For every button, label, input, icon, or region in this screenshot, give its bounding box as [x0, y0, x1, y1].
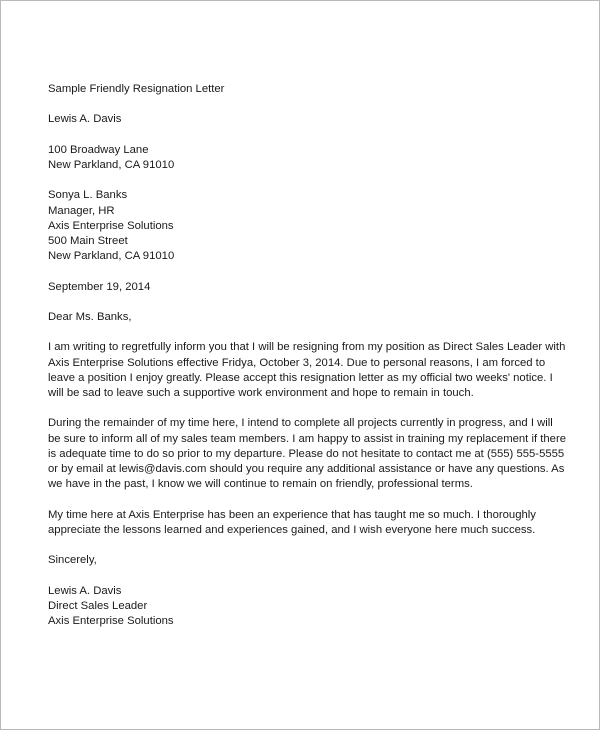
signature-name: Lewis A. Davis — [48, 584, 122, 597]
signature-block — [48, 584, 568, 630]
body-paragraph: During the remainder of my time here, I intend to complete all projects currently in progress, and I will be sure to inform all of my sales team members. I am happy to assist in training my replacement if there is adequate time to do so prior to my departure. Please do not hesitate to contact me at (555) 555-5555 or by email at lewis@davis.com should you require any additional assistance or have any questions. As we have in the past, I know we will continue to remain on friendly, professional terms. — [48, 417, 566, 491]
recipient-street: 500 Main Street — [48, 234, 128, 247]
sender-address — [48, 143, 568, 173]
recipient-block — [48, 188, 568, 264]
signature-company: Axis Enterprise Solutions — [48, 614, 174, 627]
sender-city: New Parkland, CA 91010 — [48, 158, 175, 171]
letter-title: Sample Friendly Resignation Letter — [48, 83, 225, 95]
signature-position: Direct Sales Leader — [48, 599, 148, 612]
closing: Sincerely, — [48, 554, 97, 567]
letter-date: September 19, 2014 — [48, 280, 151, 293]
sender-name: Lewis A. Davis — [48, 113, 122, 126]
recipient-name: Sonya L. Banks — [48, 189, 128, 202]
salutation: Dear Ms. Banks, — [48, 310, 132, 323]
recipient-city: New Parkland, CA 91010 — [48, 250, 175, 263]
recipient-title: Manager, HR — [48, 204, 115, 217]
sender-street: 100 Broadway Lane — [48, 143, 149, 156]
letter-body — [48, 82, 568, 644]
body-paragraph: My time here at Axis Enterprise has been an experience that has taught me so much. I thoroughly appreciate the lessons learned and experiences gained, and I wish everyone here much success. — [48, 508, 536, 536]
body-paragraph: I am writing to regretfully inform you that I will be resigning from my position as Direct Sales Leader with Axis Enterprise Solutions effective Fridya, October 3, 2014. Due to personal reasons, I am forced to leave a position I enjoy greatly. Please accept this resignation letter as my official two weeks' notice. I will be sad to leave such a supportive work environment and hope to remain in touch. — [48, 341, 566, 399]
recipient-company: Axis Enterprise Solutions — [48, 219, 174, 232]
